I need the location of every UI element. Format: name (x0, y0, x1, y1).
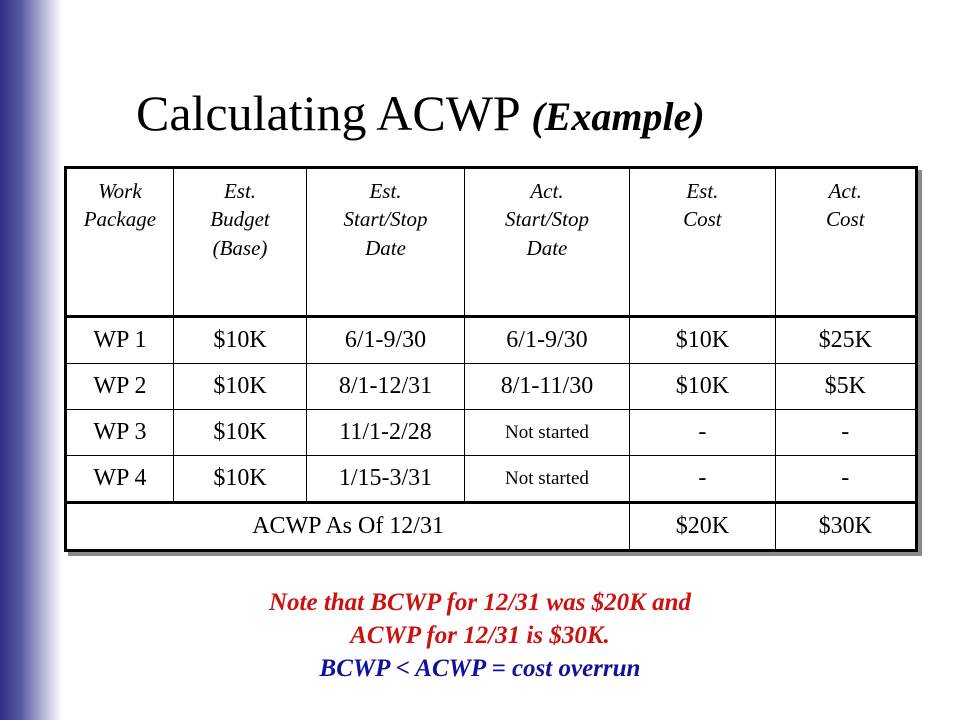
header-line: Cost (683, 207, 722, 232)
total-act-cost: $30K (775, 503, 916, 551)
header-line: Package (83, 207, 157, 232)
header-line: (Base) (212, 235, 268, 260)
total-label: ACWP As Of 12/31 (66, 503, 630, 551)
header-act-cost (775, 168, 916, 317)
cell-act-dates: Not started (464, 410, 629, 456)
total-est-cost: $20K (630, 503, 775, 551)
cell-est-dates: 1/15-3/31 (307, 456, 465, 503)
header-line: Est. (223, 179, 257, 203)
acwp-table (64, 166, 918, 552)
cell-est-budget: $10K (173, 364, 306, 410)
header-row (66, 168, 917, 317)
cell-est-cost: $10K (630, 364, 775, 410)
table-row (66, 456, 917, 503)
table-row (66, 364, 917, 410)
header-line: Start/Stop (504, 207, 589, 232)
header-est-budget (173, 168, 306, 317)
cell-est-cost: - (630, 410, 775, 456)
table-row (66, 410, 917, 456)
header-line: Act. (828, 179, 862, 203)
cell-act-cost: $25K (775, 317, 916, 364)
title-main: Calculating ACWP (136, 85, 519, 141)
cell-act-dates: 8/1-11/30 (464, 364, 629, 410)
header-est-start-stop (307, 168, 465, 317)
cell-work-package: WP 1 (66, 317, 174, 364)
total-row (66, 503, 917, 551)
title-subtitle: (Example) (531, 94, 705, 139)
cell-work-package: WP 2 (66, 364, 174, 410)
cell-work-package: WP 4 (66, 456, 174, 503)
cell-act-dates: Not started (464, 456, 629, 503)
cell-est-budget: $10K (173, 410, 306, 456)
header-line: Work (98, 179, 142, 203)
note-line-2: ACWP for 12/31 is $30K. (350, 622, 610, 649)
header-work-package (66, 168, 174, 317)
cell-act-cost: $5K (775, 364, 916, 410)
note-conclusion: BCWP < ACWP = cost overrun (319, 655, 641, 682)
cell-est-cost: - (630, 456, 775, 503)
note-line-1: Note that BCWP for 12/31 was $20K and (268, 589, 692, 616)
cell-est-dates: 11/1-2/28 (307, 410, 465, 456)
header-act-start-stop (464, 168, 629, 317)
header-est-cost (630, 168, 775, 317)
cell-est-dates: 8/1-12/31 (307, 364, 465, 410)
header-line: Act. (530, 179, 564, 203)
header-line: Est. (369, 179, 402, 203)
table-row (66, 317, 917, 364)
cell-act-dates: 6/1-9/30 (464, 317, 629, 364)
slide-title (136, 86, 705, 141)
header-line: Est. (686, 179, 719, 203)
header-line: Cost (826, 207, 865, 232)
header-line: Budget (210, 207, 270, 232)
cell-est-budget: $10K (173, 317, 306, 364)
cell-est-cost: $10K (630, 317, 775, 364)
header-line: Date (526, 235, 568, 260)
cell-est-dates: 6/1-9/30 (307, 317, 465, 364)
cell-act-cost: - (775, 456, 916, 503)
header-line: Date (365, 235, 406, 260)
cell-est-budget: $10K (173, 456, 306, 503)
cell-act-cost: - (775, 410, 916, 456)
header-line: Start/Stop (343, 207, 428, 232)
cell-work-package: WP 3 (66, 410, 174, 456)
